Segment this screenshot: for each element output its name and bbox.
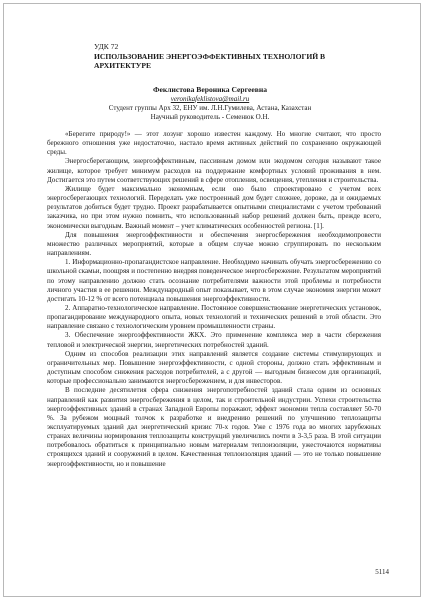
body-paragraph: 3. Обеспечение энергоэффективности ЖКХ. Это применение комплекса мер в части сбережения тепловой и электрической энергии, энергетических потребностей зданий. bbox=[47, 331, 381, 349]
body-paragraph: 1. Информационно-пропагандистское направление. Необходимо начинать обучать энергосбережению со школьной скамьи, поощряя и постепенно внедряя поведенческое энергосбережение. Результатом мероприятий по этому направлению должно стать осознание потребителями важности этой проблемы и потребности личного участия в ее решении. Международный опыт показывает, что в этом случае экономия энергии может достигать 10-12 % от всего потенциала повышения энергоэффективности. bbox=[47, 258, 381, 303]
body-paragraph: В последние десятилетия сфера снижения энергопотребностей зданий стала одним из основных направлений как развития энергосбережения в целом, так и строительной индустрии. Успехи строительства энергоэффективных зданий в странах Западной Европы поражают, эффект экономии тепла составляет 50-70 %. За рубежом мощный толчок к разработке и внедрению решений по улучшению теплозащиты эксплуатируемых зданий дал энергетический кризис 70-х годов. Уже с 1976 года во многих зарубежных странах величины нормирования теплозащиты конструкций увеличились почти в 3-3,5 раза. В этой ситуации потребовалось обратиться к принципиально новым материалам теплоизоляции, ужесточаются нормативы строящихся зданий и сооружений в целом. Качественная теплоизоляция зданий — это не только повышение энергоэффективности, но и повышение bbox=[47, 386, 381, 468]
article-title: ИСПОЛЬЗОВАНИЕ ЭНЕРГОЭФФЕКТИВНЫХ ТЕХНОЛОГИЙ В АРХИТЕКТУРЕ bbox=[94, 52, 326, 71]
page-number: 5114 bbox=[375, 568, 389, 576]
body-paragraph: Жилище будет максимально экономным, если оно было спроектировано с учетом всех энергосберегающих технологий. Переделать уже построенный дом будет сложнее, дороже, да и ожидаемых результатов добиться будет трудно. Проект разрабатывается опытными специалистами с учетом требований заказчика, но при этом нужно помнить, что использованный набор решений должен быть, прежде всего, экономически выгодным. Важный момент – учет климатических особенностей региона. [1]. bbox=[47, 184, 381, 230]
scientific-advisor: Научный руководитель - Семенюк О.Н. bbox=[150, 113, 270, 121]
body-paragraph: Для повышения энергоэффективности и обеспечения энергосбережения необходимопровести множество различных мероприятий, которые в общем случае можно сгруппировать по нескольким направлениям. bbox=[47, 230, 381, 258]
author-email[interactable]: veronikafeklistova@mail.ru bbox=[170, 95, 250, 103]
body-paragraph: Энергосберегающим, энергоэффективным, пассивным домом или экодомом сегодня называют такое жилище, которое требует минимум расходов на поддержание комфортных условий проживания в нем. Достигается это путем соответствующих решений в сфере отопления, освещения, утепления и строительства. bbox=[47, 157, 381, 184]
udk-code: УДК 72 bbox=[94, 42, 119, 51]
author-affiliation: Студент группы Арх 32, ЕНУ им. Л.Н.Гумилева, Астана, Казахстан bbox=[108, 104, 312, 112]
body-paragraph: 2. Аппаратно-технологическое направление. Постоянное совершенствование энергетических установок, пропагандирование международного опыта, новых технологий и технических решений в этой области. Это направление связано с технологическим уровнем промышленности страны. bbox=[47, 303, 381, 331]
body-paragraph: «Берегите природу!» — этот лозунг хорошо известен каждому. Но многие считают, что просто бережного отношения уже недостаточно, настало время активных действий по сохранению окружающей среды. bbox=[47, 130, 381, 157]
body-paragraph: Одним из способов реализации этих направлений является создание системы стимулирующих и ограничительных мер. Повышение энергоэффективности, с одной стороны, должно стать эффективным и доступным способом снижения расходов потребителей, а с другой — выгодным бизнесом для организаций, которые профессионально занимаются энергосбережением, и для инвесторов. bbox=[47, 349, 381, 386]
author-name: Феклистова Вероника Сергеевна bbox=[152, 85, 267, 94]
article-body bbox=[47, 130, 381, 469]
